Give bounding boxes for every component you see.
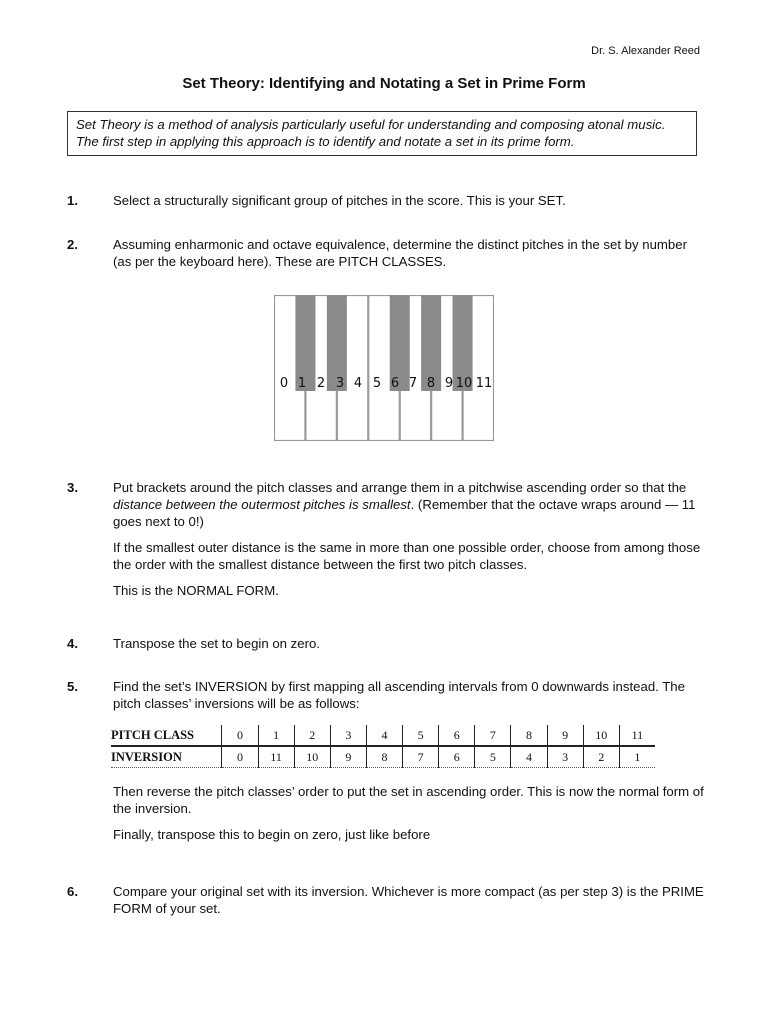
- table-row: [111, 746, 655, 768]
- intro-box: Set Theory is a method of analysis particularly useful for understanding and composing atonal music. The first step in applying this approach is to identify and notate a set in its prime form.: [67, 111, 697, 156]
- key-label: 8: [426, 376, 436, 391]
- step-paragraph: If the smallest outer distance is the same in more than one possible order, choose from among those the order with the smallest distance between the first two pitch classes.: [113, 540, 701, 572]
- table-cell: 11: [619, 725, 655, 746]
- step-number: 6.: [67, 884, 78, 899]
- key-label: 7: [408, 376, 418, 391]
- table-cell: 3: [547, 746, 583, 768]
- table-cell: 1: [258, 725, 294, 746]
- table-row: [111, 725, 655, 746]
- step-paragraph: This is the NORMAL FORM.: [113, 583, 279, 598]
- table-cell: 10: [583, 725, 619, 746]
- key-label: 10: [455, 376, 473, 391]
- step-paragraph: Find the set’s INVERSION by first mapping all ascending intervals from 0 downwards instead. The pitch classes’ inversions will be as follows:: [113, 679, 685, 711]
- key-label: 5: [372, 376, 382, 391]
- key-label: 6: [390, 376, 400, 391]
- step-text: Select a structurally significant group of pitches in the score. This is your SET.: [113, 193, 566, 208]
- table-cell: 6: [439, 725, 475, 746]
- table-cell: 0: [222, 725, 258, 746]
- table-cell: 3: [330, 725, 366, 746]
- key-label: 9: [444, 376, 454, 391]
- piano-keyboard-graphic: [274, 295, 494, 441]
- step-text: Assuming enharmonic and octave equivalence, determine the distinct pitches in the set by number (as per the keyboard here). These are PITCH CLASSES.: [113, 237, 687, 269]
- step-number: 4.: [67, 636, 78, 651]
- table-cell: 10: [294, 746, 330, 768]
- table-cell: 0: [222, 746, 258, 768]
- page-title: Set Theory: Identifying and Notating a Set in Prime Form: [182, 75, 586, 92]
- step-paragraph: Then reverse the pitch classes’ order to put the set in ascending order. This is now the normal form of the inversion.: [113, 784, 704, 816]
- table-cell: 7: [403, 746, 439, 768]
- step-text: Transpose the set to begin on zero.: [113, 636, 320, 651]
- key-label: 0: [279, 376, 289, 391]
- inversion-table: [111, 725, 655, 768]
- key-label: 11: [475, 376, 493, 391]
- table-cell: 6: [439, 746, 475, 768]
- key-label: 1: [297, 376, 307, 391]
- table-cell: 1: [619, 746, 655, 768]
- step-text: Compare your original set with its inversion. Whichever is more compact (as per step 3) is the PRIME FORM of your set.: [113, 884, 704, 916]
- table-cell: 11: [258, 746, 294, 768]
- table-cell: 7: [475, 725, 511, 746]
- key-label: 3: [335, 376, 345, 391]
- table-cell: 9: [547, 725, 583, 746]
- table-cell: 8: [511, 725, 547, 746]
- text-run: Put brackets around the pitch classes and arrange them in a pitchwise ascending order so that the: [113, 480, 687, 495]
- row-header: PITCH CLASS: [111, 725, 222, 746]
- step-paragraph: [113, 479, 707, 530]
- table-cell: 5: [403, 725, 439, 746]
- step-number: 3.: [67, 480, 78, 495]
- table-cell: 2: [294, 725, 330, 746]
- table-cell: 9: [330, 746, 366, 768]
- step-paragraph: Finally, transpose this to begin on zero, just like before: [113, 827, 431, 842]
- table-cell: 8: [366, 746, 402, 768]
- text-run: . (Remember that the octave wraps around — 11 goes next to 0!): [113, 497, 696, 529]
- table-cell: 4: [366, 725, 402, 746]
- step-number: 2.: [67, 237, 78, 252]
- piano-keyboard: [274, 295, 494, 441]
- author-name: Dr. S. Alexander Reed: [591, 45, 700, 57]
- table-cell: 4: [511, 746, 547, 768]
- table-cell: 5: [475, 746, 511, 768]
- key-label: 4: [353, 376, 363, 391]
- table-cell: 2: [583, 746, 619, 768]
- key-label: 2: [316, 376, 326, 391]
- step-number: 5.: [67, 679, 78, 694]
- row-header: INVERSION: [111, 746, 222, 768]
- step-number: 1.: [67, 193, 78, 208]
- emphasis-text: distance between the outermost pitches is smallest: [113, 497, 411, 512]
